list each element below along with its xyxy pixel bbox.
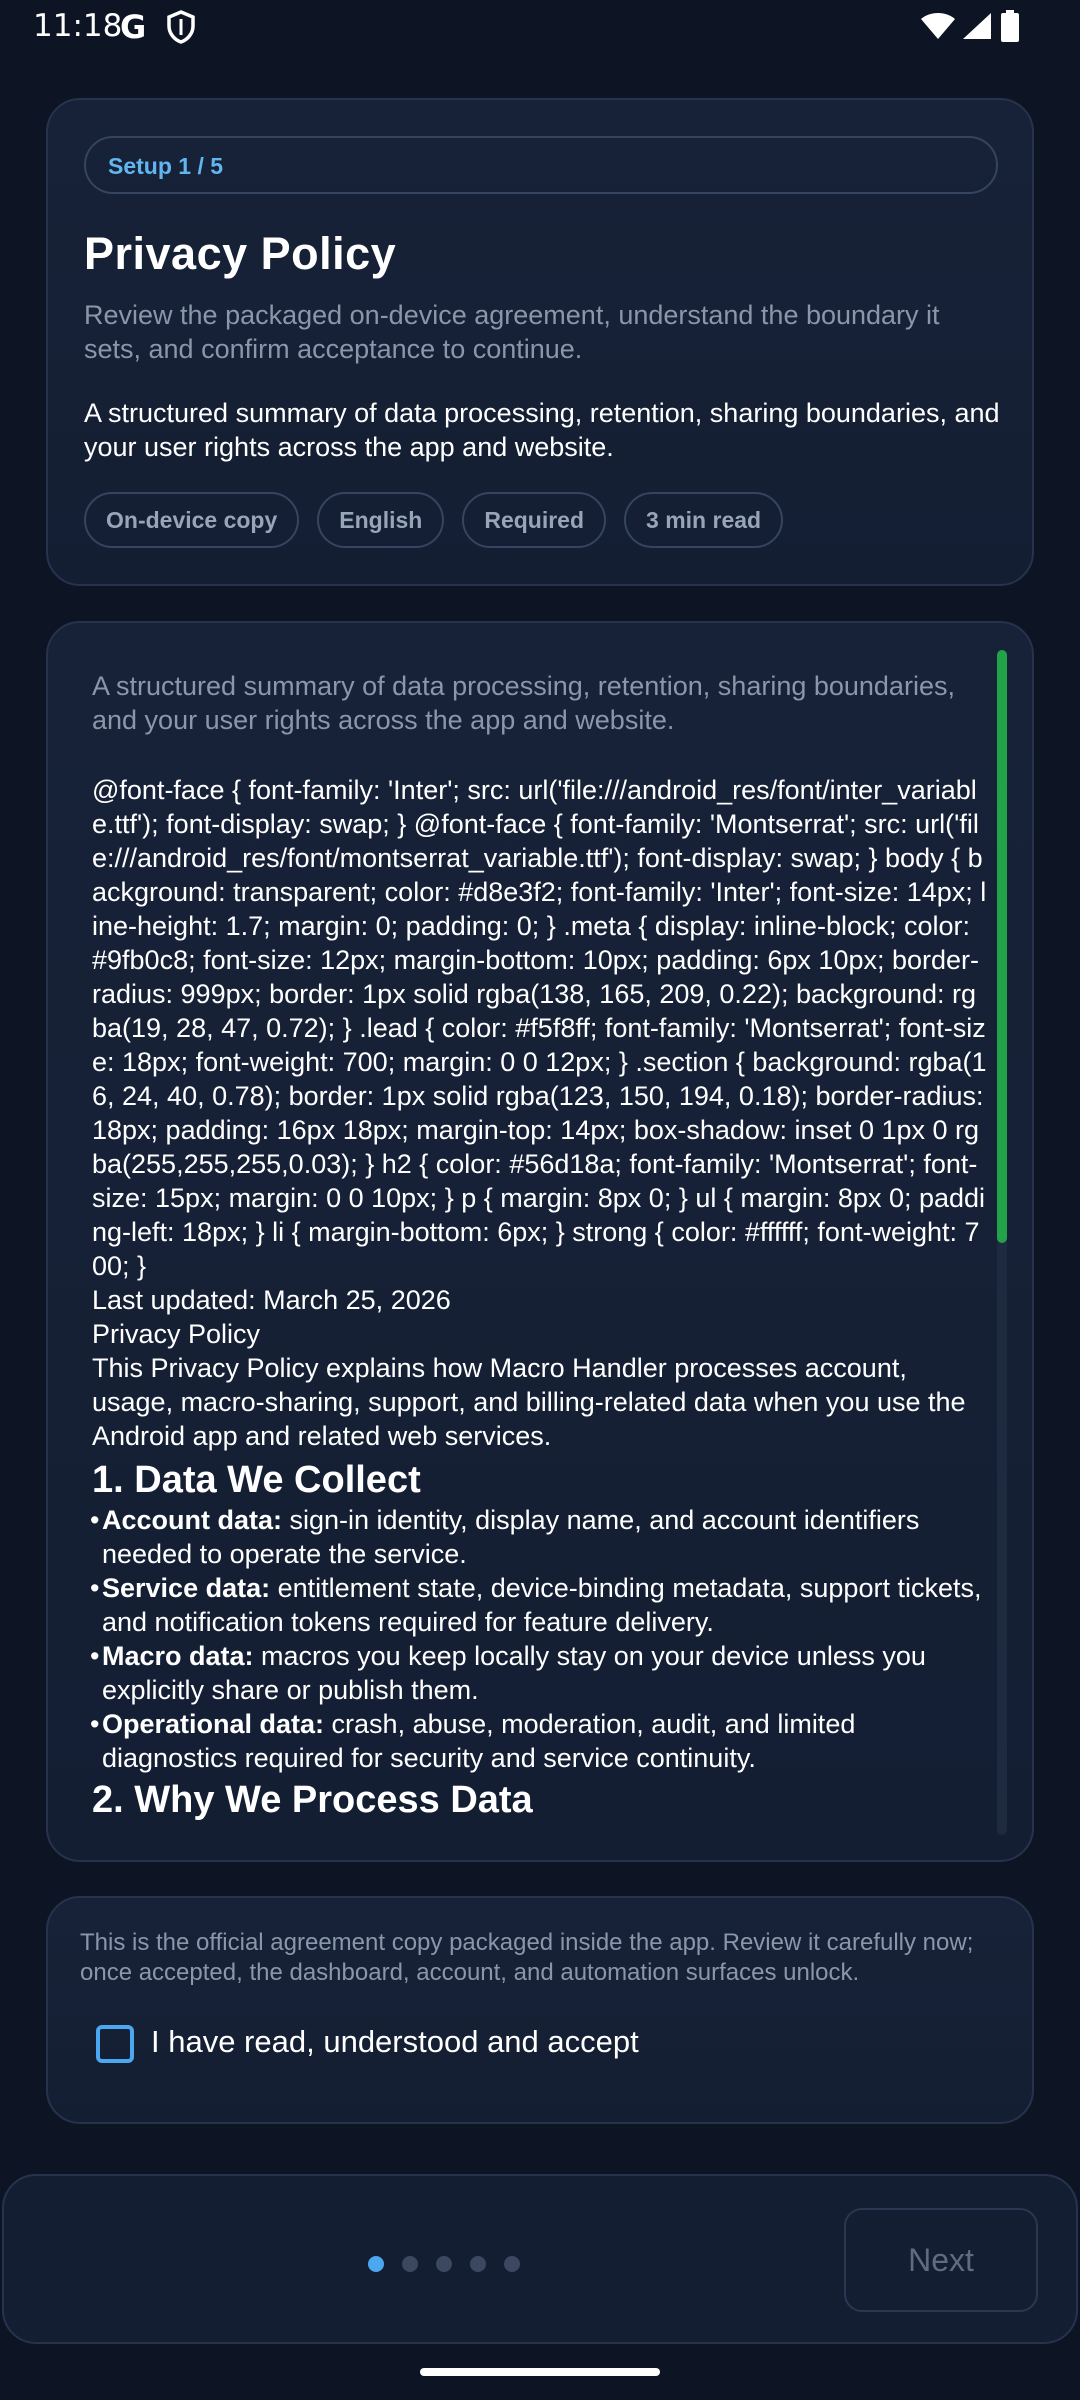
meta-chips	[84, 492, 783, 548]
chip-read-time: 3 min read	[624, 492, 783, 548]
accept-checkbox[interactable]	[96, 2025, 134, 2063]
google-icon: G	[120, 8, 147, 46]
signal-icon	[962, 12, 992, 40]
chip-required: Required	[462, 492, 606, 548]
policy-document-content[interactable]	[92, 669, 987, 1823]
page-dot	[436, 2256, 452, 2272]
page-subtitle: Review the packaged on-device agreement, understand the boundary it sets, and confirm acceptance to continue.	[84, 300, 940, 364]
shield-icon	[166, 10, 196, 44]
accept-checkbox-label[interactable]: I have read, understood and accept	[151, 2024, 639, 2059]
document-raw-css: @font-face { font-family: 'Inter'; src: url('file:///android_res/font/inter_variable.ttf'); font-display: swap; } @font-face { font-family: 'Montserrat'; src: url('file:///android_res/font/montserrat_variable.ttf'); font-display: swap; } body { background: transparent; color: #d8e3f2; font-family: 'Inter'; font-size: 14px; line-height: 1.7; margin: 0; padding: 0; } .meta { display: inline-block; color: #9fb0c8; font-size: 12px; margin-bottom: 10px; padding: 6px 10px; border-radius: 999px; border: 1px solid rgba(138, 165, 209, 0.22); background: rgba(19, 28, 47, 0.72); } .lead { color: #f5f8ff; font-family: 'Montserrat'; font-size: 18px; font-weight: 700; margin: 0 0 12px; } .section { background: rgba(16, 24, 40, 0.78); border: 1px solid rgba(123, 150, 194, 0.18); border-radius: 18px; padding: 16px 18px; margin-top: 14px; box-shadow: inset 0 1px 0 rgba(255,255,255,0.03); } h2 { color: #56d18a; font-family: 'Montserrat'; font-size: 15px; margin: 0 0 10px; } p { margin: 8px 0; } ul { margin: 8px 0; padding-left: 18px; } li { margin-bottom: 6px; } strong { color: #ffffff; font-weight: 700; }	[92, 775, 987, 1281]
policy-summary: A structured summary of data processing, retention, sharing boundaries, and your user rights across the app and website.	[84, 398, 1000, 462]
page-dot	[402, 2256, 418, 2272]
document-intro: A structured summary of data processing, retention, sharing boundaries, and your user rights across the app and website.	[92, 671, 955, 735]
setup-step-badge: Setup 1 / 5	[84, 136, 998, 194]
policy-document-viewer[interactable]	[46, 621, 1034, 1862]
wifi-icon	[920, 12, 956, 40]
acceptance-note: This is the official agreement copy packaged inside the app. Review it carefully now; once accepted, the dashboard, account, and automation surfaces unlock.	[80, 1929, 974, 1986]
list-item: • Operational data: crash, abuse, moderation, audit, and limited diagnostics required for security and service continuity.	[92, 1707, 987, 1775]
list-item: • Account data: sign-in identity, display name, and account identifiers needed to operate the service.	[92, 1503, 987, 1571]
list-item: • Service data: entitlement state, device-binding metadata, support tickets, and notification tokens required for feature delivery.	[92, 1571, 987, 1639]
page-dot	[504, 2256, 520, 2272]
next-button[interactable]: Next	[844, 2208, 1038, 2312]
section-heading: 2. Why We Process Data	[92, 1779, 533, 1821]
page-title: Privacy Policy	[84, 228, 397, 279]
chip-language: English	[317, 492, 444, 548]
status-time: 11:18	[33, 8, 123, 44]
scrollbar-thumb[interactable]	[997, 650, 1007, 1243]
list-item: • Macro data: macros you keep locally stay on your device unless you explicitly share or publish them.	[92, 1639, 987, 1707]
scrollbar[interactable]	[997, 650, 1007, 1835]
section-heading: 1. Data We Collect	[92, 1459, 421, 1501]
home-indicator[interactable]	[420, 2368, 660, 2376]
data-collected-list	[92, 1503, 987, 1775]
last-updated: Last updated: March 25, 2026	[92, 1285, 451, 1315]
chip-on-device-copy: On-device copy	[84, 492, 299, 548]
status-bar	[0, 0, 1080, 52]
page-dot	[470, 2256, 486, 2272]
setup-header-card	[46, 98, 1034, 586]
document-title: Privacy Policy	[92, 1319, 261, 1349]
bottom-navigation	[2, 2174, 1078, 2344]
page-dot	[368, 2256, 384, 2272]
acceptance-card	[46, 1896, 1034, 2124]
document-paragraph: This Privacy Policy explains how Macro Handler processes account, usage, macro-sharing, support, and billing-related data when you use the Android app and related web services.	[92, 1353, 966, 1451]
page-indicator	[368, 2256, 520, 2272]
battery-icon	[1000, 10, 1020, 42]
